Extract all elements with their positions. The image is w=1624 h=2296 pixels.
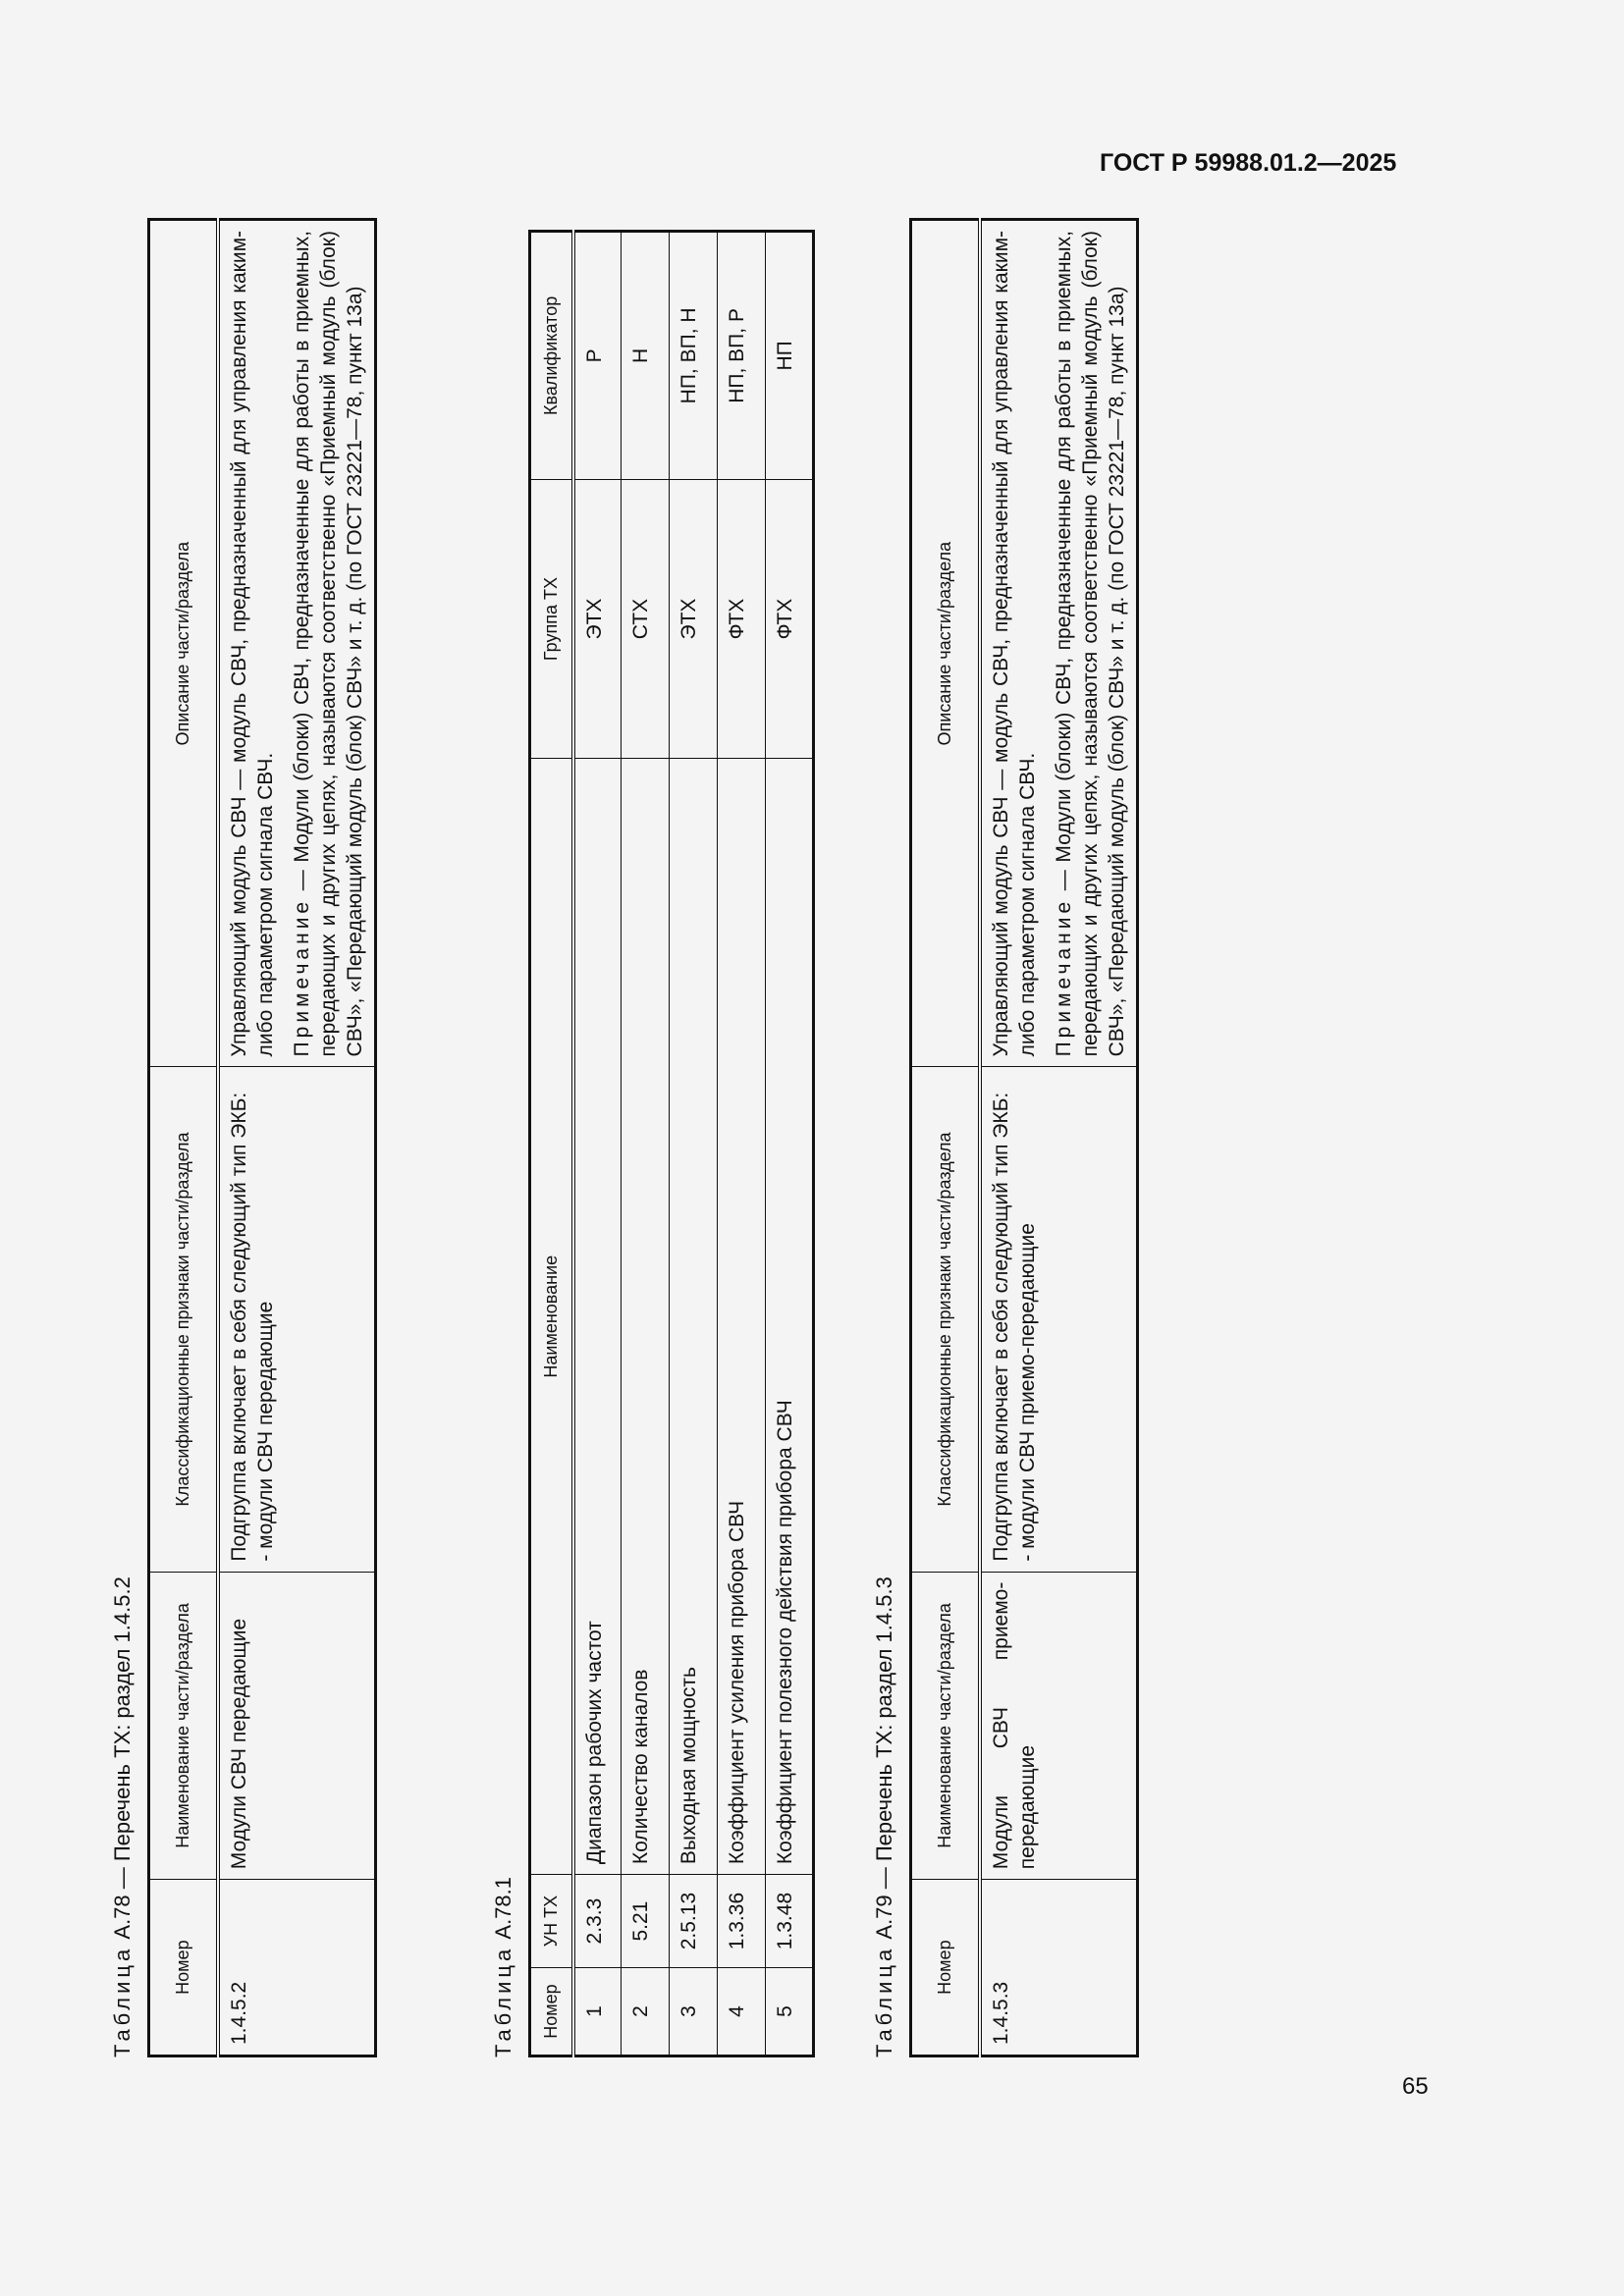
cell-qualifier: Р xyxy=(573,232,622,480)
cell-qualifier: НП xyxy=(766,232,814,480)
cell-number: 3 xyxy=(670,1968,718,2056)
cell-name: Модули СВЧ приемопередающие xyxy=(980,1572,1138,1880)
col-header-un-tx: УН ТХ xyxy=(530,1875,573,1968)
col-header-number: Номер xyxy=(530,1968,573,2056)
cell-classification xyxy=(218,1067,376,1572)
table-a78-block xyxy=(110,133,377,2057)
cell-group: СТХ xyxy=(622,479,670,759)
cell-name: Количество каналов xyxy=(622,759,670,1875)
table-row xyxy=(670,232,718,2056)
cell-number: 2 xyxy=(622,1968,670,2056)
col-header-group: Группа ТХ xyxy=(530,479,573,759)
classification-text: Подгруппа включает в себя следующий тип ЭКБ: xyxy=(227,1092,250,1562)
table-a79-block xyxy=(872,133,1139,2057)
cell-un-tx: 1.3.36 xyxy=(718,1875,766,1968)
table-row xyxy=(718,232,766,2056)
table-row xyxy=(622,232,670,2056)
note-label: Примечание xyxy=(290,897,313,1057)
table-row xyxy=(573,232,622,2056)
table-header-row xyxy=(530,232,573,2056)
cell-un-tx: 1.3.48 xyxy=(766,1875,814,1968)
cell-name: Коэффициент полезного действия прибора СВЧ xyxy=(766,759,814,1875)
note-text: — Модули (блоки) СВЧ, предназначенные для работы в приемных, передающих и других цепях, называются соответственно «Приемный модуль (блок) СВЧ», «Передающий модуль (блок) СВЧ» и т. д. (по ГОСТ 23221—78, пункт 13а) xyxy=(290,231,366,1057)
table-a78-1 xyxy=(528,230,815,2057)
table-a78-1-block xyxy=(491,133,815,2057)
table-row xyxy=(218,220,376,2056)
cell-group: ЭТХ xyxy=(670,479,718,759)
classification-text: Подгруппа включает в себя следующий тип ЭКБ: xyxy=(989,1092,1012,1562)
cell-name: Коэффициент усиления прибора СВЧ xyxy=(718,759,766,1875)
col-header-number: Номер xyxy=(911,1880,980,2056)
cell-un-tx: 2.5.13 xyxy=(670,1875,718,1968)
cell-group: ФТХ xyxy=(718,479,766,759)
col-header-name: Наименование части/раздела xyxy=(911,1572,980,1880)
note-label: Примечание xyxy=(1052,897,1075,1057)
cell-name: Выходная мощность xyxy=(670,759,718,1875)
table-a79-caption: Таблица А.79 — Перечень ТХ: раздел 1.4.5.3 xyxy=(872,1576,896,2057)
col-header-qualifier: Квалификатор xyxy=(530,232,573,480)
col-header-classification: Классификационные признаки части/раздела xyxy=(149,1067,218,1572)
cell-number: 4 xyxy=(718,1968,766,2056)
cell-qualifier: НП, ВП, Р xyxy=(718,232,766,480)
page-number: 65 xyxy=(1402,2073,1429,2100)
table-a78 xyxy=(147,218,377,2057)
cell-name: Диапазон рабочих частот xyxy=(573,759,622,1875)
description-text: Управляющий модуль СВЧ — модуль СВЧ, предназначенный для управления каким-либо параметром сигнала СВЧ. xyxy=(989,231,1039,1057)
table-header-row xyxy=(149,220,218,2056)
table-a78-1-caption: Таблица А.78.1 xyxy=(491,1877,515,2057)
col-header-number: Номер xyxy=(149,1880,218,2056)
table-a78-caption: Таблица А.78 — Перечень ТХ: раздел 1.4.5.2 xyxy=(110,1576,135,2057)
classification-item: - модули СВЧ приемо-передающие xyxy=(1015,1223,1039,1562)
table-header-row xyxy=(911,220,980,2056)
cell-number: 1 xyxy=(573,1968,622,2056)
cell-group: ФТХ xyxy=(766,479,814,759)
col-header-description: Описание части/раздела xyxy=(911,220,980,1067)
cell-number: 1.4.5.3 xyxy=(980,1880,1138,2056)
col-header-name: Наименование xyxy=(530,759,573,1875)
cell-group: ЭТХ xyxy=(573,479,622,759)
cell-un-tx: 5.21 xyxy=(622,1875,670,1968)
cell-qualifier: Н xyxy=(622,232,670,480)
table-a79 xyxy=(909,218,1139,2057)
cell-number: 5 xyxy=(766,1968,814,2056)
description-note xyxy=(289,231,368,1056)
table-row xyxy=(766,232,814,2056)
cell-number: 1.4.5.2 xyxy=(218,1880,376,2056)
cell-un-tx: 2.3.3 xyxy=(573,1875,622,1968)
table-row xyxy=(980,220,1138,2056)
cell-description xyxy=(218,220,376,1067)
description-note xyxy=(1051,231,1130,1056)
cell-classification xyxy=(980,1067,1138,1572)
cell-description xyxy=(980,220,1138,1067)
classification-item: - модули СВЧ передающие xyxy=(253,1301,277,1562)
description-text: Управляющий модуль СВЧ — модуль СВЧ, предназначенный для управления каким-либо параметром сигнала СВЧ. xyxy=(227,231,277,1057)
col-header-description: Описание части/раздела xyxy=(149,220,218,1067)
document-code: ГОСТ Р 59988.01.2—2025 xyxy=(1100,149,1397,177)
cell-name: Модули СВЧ передающие xyxy=(218,1572,376,1880)
cell-qualifier: НП, ВП, Н xyxy=(670,232,718,480)
note-text: — Модули (блоки) СВЧ, предназначенные для работы в приемных, передающих и других цепях, называются соответственно «Приемный модуль (блок) СВЧ», «Передающий модуль (блок) СВЧ» и т. д. (по ГОСТ 23221—78, пункт 13а) xyxy=(1052,231,1128,1057)
col-header-classification: Классификационные признаки части/раздела xyxy=(911,1067,980,1572)
col-header-name: Наименование части/раздела xyxy=(149,1572,218,1880)
